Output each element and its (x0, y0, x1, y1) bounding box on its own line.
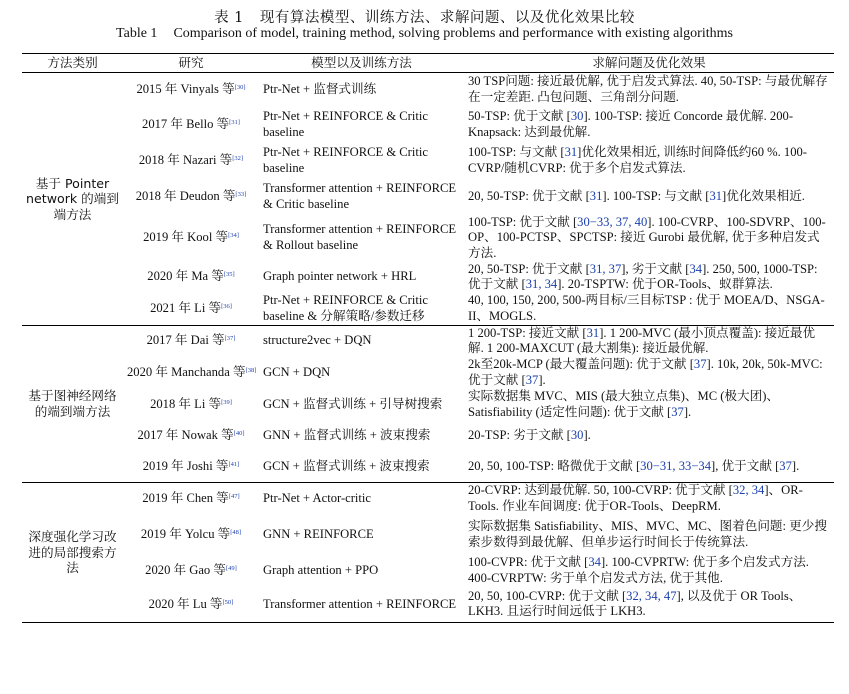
table-body (22, 73, 834, 623)
result-cell: 实际数据集 Satisfiability、MIS、MVC、MC、图着色问题: 更少搜索步数得到最优解、但单步运行时间长于传统算法. (468, 519, 827, 549)
study-citation: [47] (228, 493, 240, 500)
table-row (22, 107, 834, 143)
study-cell: 2015 年 Vinyals 等[30] (123, 73, 259, 107)
result-cell: 20-CVRP: 达到最优解. 50, 100-CVRP: 优于文献 [32, 34]、OR-Tools. 作业车间调度: 优于OR-Tools、DeepRM. (464, 483, 834, 515)
citation: 31, 37 (589, 261, 622, 276)
citation: 37 (693, 357, 707, 371)
model-cell: Ptr-Net + REINFORCE & Critic baseline (263, 145, 428, 175)
study-citation: [36] (221, 303, 232, 310)
header-row (22, 54, 834, 73)
study-cell: 2021 年 Li 等[36] (150, 301, 232, 315)
result-cell: 100-TSP: 与文献 [31]优化效果相近, 训练时间降低约60 %. 100-CVRP/随机CVRP: 优于多个启发式算法. (468, 145, 808, 175)
result-cell: 40, 100, 150, 200, 500-两目标/三目标TSP : 优于 MOEA/D、NSGA-II、MOGLS. (468, 293, 825, 323)
header-model: 模型以及训练方法 (259, 54, 464, 73)
table-row (22, 143, 834, 179)
table-row (22, 215, 834, 262)
study-cell: 2017 年 Nowak 等[40] (137, 427, 245, 442)
result-cell: 20, 50-TSP: 优于文献 [31]. 100-TSP: 与文献 [31]优化效果相近. (468, 188, 805, 203)
study-citation: [40] (233, 429, 245, 437)
study-citation: [41] (228, 460, 240, 468)
citation: 31 (586, 325, 600, 340)
study-cell: 2018 年 Deudon 等[33] (135, 188, 247, 203)
study-cell: 2019 年 Yolcu 等[48] (140, 526, 242, 541)
citation: 37 (671, 404, 684, 419)
study-citation: [49] (225, 564, 237, 572)
table-row (22, 73, 834, 107)
table-caption-zh (0, 6, 849, 27)
model-cell: structure2vec + DQN (259, 325, 464, 357)
table-row (22, 179, 834, 215)
table-row (22, 389, 834, 421)
comparison-table (22, 53, 834, 623)
study-cell: 2020 年 Lu 等[50] (123, 587, 259, 623)
model-cell: Transformer attention + REINFORCE (259, 587, 464, 623)
result-cell: 50-TSP: 优于文献 [30]. 100-TSP: 接近 Concorde 最优解. 200-Knapsack: 达到最优解. (468, 109, 794, 139)
result-cell: 20-TSP: 劣于文献 [30]. (468, 427, 591, 442)
table-number-zh: 表 1 (214, 10, 244, 26)
study-citation: [38] (245, 366, 257, 374)
study-citation: [30] (234, 84, 246, 91)
table-row (22, 483, 834, 515)
model-cell: Ptr-Net + REINFORCE & Critic baseline (263, 109, 428, 139)
model-cell: Transformer attention + REINFORCE & Critic baseline (263, 181, 457, 211)
citation: 31 (589, 188, 603, 203)
model-cell: Graph pointer network + HRL (263, 269, 417, 284)
result-cell: 20, 50-TSP: 优于文献 [31, 37], 劣于文献 [34]. 250, 500, 1000-TSP: 优于文献 [31, 34]. 20-TSPTW: 优于OR-Tools、蚁群算法. (468, 261, 818, 291)
result-cell: 实际数据集 MVC、MIS (最大独立点集)、MC (极大团)、Satisfiability (适定性问题): 优于文献 [37]. (468, 389, 780, 419)
model-cell: GNN + 监督式训练 + 波束搜索 (263, 427, 431, 442)
model-cell: Graph attention + PPO (263, 562, 379, 577)
result-cell: 2k至20k-MCP (最大覆盖问题): 优于文献 [37]. 10k, 20k, 50k-MVC: 优于文献 [37]. (468, 357, 823, 387)
table-row (22, 421, 834, 451)
citation: 30 (570, 109, 584, 123)
table-row (22, 587, 834, 623)
study-cell: 2019 年 Chen 等[47] (123, 483, 259, 515)
model-cell: Transformer attention + REINFORCE & Rollout baseline (263, 222, 457, 252)
result-cell: 100-TSP: 优于文献 [30−33, 37, 40]. 100-CVRP、100-SDVRP、100-OP、100-PCTSP、SPCTSP: 接近 Gurobi 最优解, 优于多种启发式方法. (468, 214, 826, 260)
category-cell: 基于图神经网络的端到端方法 (22, 325, 123, 483)
model-cell: GNN + REINFORCE (263, 526, 374, 541)
model-cell: GCN + 监督式训练 + 引导树搜索 (263, 396, 443, 411)
model-cell: Ptr-Net + Actor-critic (259, 483, 464, 515)
citation: 34 (588, 555, 601, 569)
study-citation: [50] (222, 598, 234, 606)
study-cell: 2017 年 Dai 等[37] (123, 325, 259, 357)
study-cell: 2020 年 Gao 等[49] (145, 562, 237, 577)
study-citation: [33] (235, 190, 247, 198)
citation: 30−31, 33−34 (640, 458, 712, 473)
table-title-zh: 现有算法模型、训练方法、求解问题、以及优化效果比较 (259, 10, 635, 26)
study-cell: 2017 年 Bello 等[31] (142, 116, 240, 131)
study-cell: 2018 年 Li 等[39] (150, 396, 232, 411)
result-cell: 30 TSP问题: 接近最优解, 优于启发式算法. 40, 50-TSP: 与最优解存在一定差距. 凸包问题、三角剖分问题. (464, 73, 834, 107)
table-row (22, 515, 834, 555)
category-cell: 深度强化学习改进的局部搜索方法 (22, 483, 123, 623)
result-cell: 20, 50, 100-TSP: 略微优于文献 [30−31, 33−34], 优于文献 [37]. (468, 458, 800, 473)
study-citation: [35] (223, 271, 235, 279)
citation: 30−33, 37, 40 (577, 214, 648, 229)
header-category: 方法类别 (22, 54, 123, 73)
model-cell: GCN + DQN (263, 364, 331, 379)
citation: 31 (564, 145, 578, 159)
citation: 31, 34 (525, 277, 558, 291)
result-cell: 1 200-TSP: 接近文献 [31]. 1 200-MVC (最小顶点覆盖): 接近最优解. 1 200-MAXCUT (最大割集): 接近最优解. (464, 325, 834, 357)
study-cell: 2020 年 Manchanda 等[38] (127, 364, 257, 379)
study-cell: 2018 年 Nazari 等[32] (138, 152, 244, 167)
study-citation: [48] (230, 528, 242, 536)
study-citation: [37] (224, 335, 236, 343)
table-row (22, 555, 834, 587)
study-citation: [34] (228, 232, 239, 239)
result-cell: 20, 50, 100-CVRP: 优于文献 [32, 34, 47], 以及优于 OR Tools、LKH3. 且运行时间远低于 LKH3. (464, 587, 834, 623)
category-cell: 基于 Pointer network 的端到端方法 (22, 73, 123, 326)
study-cell: 2019 年 Kool 等[34] (143, 230, 239, 244)
citation: 34 (689, 261, 703, 276)
model-cell: Ptr-Net + REINFORCE & Critic baseline & 分解策略/参数迁移 (263, 293, 428, 323)
table-caption-en (0, 26, 849, 42)
table-row (22, 357, 834, 389)
result-cell: 100-CVPR: 优于文献 [34]. 100-CVPRTW: 优于多个启发式方法. 400-CVRPTW: 劣于单个启发式方法, 优于其他. (468, 555, 809, 585)
table-number-en: Table 1 (116, 26, 158, 41)
study-cell: 2019 年 Joshi 等[41] (142, 458, 240, 473)
model-cell: Ptr-Net + 监督式训练 (259, 73, 464, 107)
study-citation: [39] (221, 398, 232, 406)
citation: 32, 34 (732, 483, 765, 498)
table-title-en: Comparison of model, training method, solving problems and performance with existing algorithms (173, 26, 733, 41)
table-row (22, 325, 834, 357)
citation: 31 (709, 188, 723, 203)
table-row (22, 293, 834, 325)
study-citation: [31] (229, 118, 240, 126)
citation: 32, 34, 47 (626, 588, 677, 603)
study-citation: [32] (232, 154, 244, 162)
table-row (22, 261, 834, 293)
header-study: 研究 (123, 54, 259, 73)
citation: 37 (779, 458, 792, 473)
citation: 37 (525, 372, 539, 387)
header-result: 求解问题及优化效果 (464, 54, 834, 73)
table-row (22, 451, 834, 483)
citation: 30 (570, 427, 584, 442)
study-cell: 2020 年 Ma 等[35] (147, 269, 235, 284)
model-cell: GCN + 监督式训练 + 波束搜索 (263, 458, 430, 473)
